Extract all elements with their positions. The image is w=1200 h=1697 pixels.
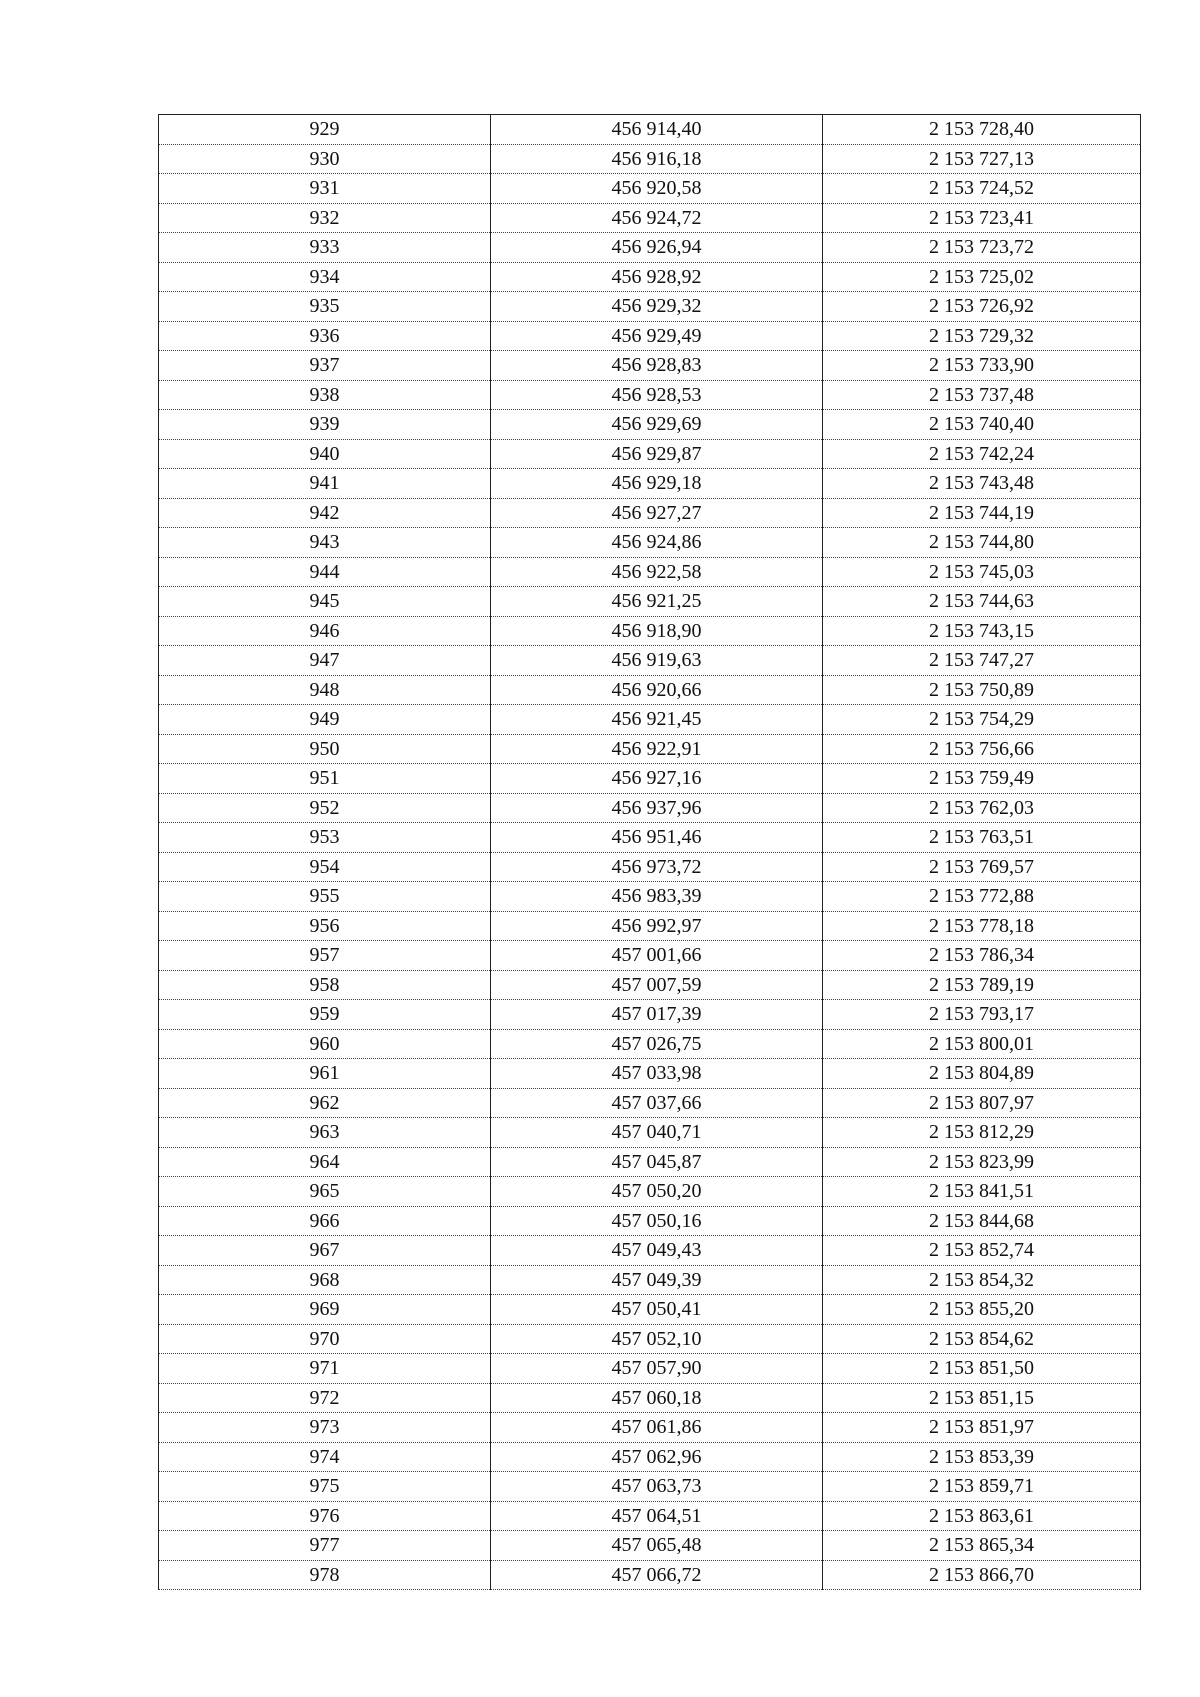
point-number-cell: 959 [159, 1000, 491, 1030]
y-coordinate-cell: 2 153 851,15 [823, 1383, 1141, 1413]
y-coordinate-cell: 2 153 863,61 [823, 1501, 1141, 1531]
point-number-cell: 939 [159, 410, 491, 440]
y-coordinate-cell: 2 153 854,32 [823, 1265, 1141, 1295]
y-coordinate-cell: 2 153 865,34 [823, 1531, 1141, 1561]
point-number-cell: 972 [159, 1383, 491, 1413]
point-number-cell: 952 [159, 793, 491, 823]
table-row [159, 1501, 1141, 1531]
table-row [159, 410, 1141, 440]
table-row [159, 734, 1141, 764]
y-coordinate-cell: 2 153 740,40 [823, 410, 1141, 440]
x-coordinate-cell: 456 929,49 [491, 321, 823, 351]
table-row [159, 1177, 1141, 1207]
y-coordinate-cell: 2 153 844,68 [823, 1206, 1141, 1236]
table-row [159, 1265, 1141, 1295]
x-coordinate-cell: 456 928,92 [491, 262, 823, 292]
point-number-cell: 966 [159, 1206, 491, 1236]
point-number-cell: 949 [159, 705, 491, 735]
x-coordinate-cell: 457 060,18 [491, 1383, 823, 1413]
table-row [159, 852, 1141, 882]
point-number-cell: 973 [159, 1413, 491, 1443]
y-coordinate-cell: 2 153 726,92 [823, 292, 1141, 322]
y-coordinate-cell: 2 153 841,51 [823, 1177, 1141, 1207]
y-coordinate-cell: 2 153 789,19 [823, 970, 1141, 1000]
table-row [159, 203, 1141, 233]
y-coordinate-cell: 2 153 851,50 [823, 1354, 1141, 1384]
table-row [159, 469, 1141, 499]
table-row [159, 1413, 1141, 1443]
point-number-cell: 962 [159, 1088, 491, 1118]
point-number-cell: 929 [159, 115, 491, 145]
x-coordinate-cell: 457 064,51 [491, 1501, 823, 1531]
x-coordinate-cell: 456 992,97 [491, 911, 823, 941]
y-coordinate-cell: 2 153 723,72 [823, 233, 1141, 263]
table-row [159, 262, 1141, 292]
point-number-cell: 944 [159, 557, 491, 587]
point-number-cell: 967 [159, 1236, 491, 1266]
y-coordinate-cell: 2 153 723,41 [823, 203, 1141, 233]
table-row [159, 1029, 1141, 1059]
point-number-cell: 940 [159, 439, 491, 469]
x-coordinate-cell: 457 050,41 [491, 1295, 823, 1325]
point-number-cell: 978 [159, 1560, 491, 1590]
y-coordinate-cell: 2 153 728,40 [823, 115, 1141, 145]
point-number-cell: 975 [159, 1472, 491, 1502]
y-coordinate-cell: 2 153 733,90 [823, 351, 1141, 381]
y-coordinate-cell: 2 153 747,27 [823, 646, 1141, 676]
x-coordinate-cell: 457 033,98 [491, 1059, 823, 1089]
point-number-cell: 960 [159, 1029, 491, 1059]
x-coordinate-cell: 457 040,71 [491, 1118, 823, 1148]
x-coordinate-cell: 457 001,66 [491, 941, 823, 971]
y-coordinate-cell: 2 153 744,80 [823, 528, 1141, 558]
point-number-cell: 951 [159, 764, 491, 794]
y-coordinate-cell: 2 153 762,03 [823, 793, 1141, 823]
y-coordinate-cell: 2 153 853,39 [823, 1442, 1141, 1472]
point-number-cell: 936 [159, 321, 491, 351]
y-coordinate-cell: 2 153 725,02 [823, 262, 1141, 292]
x-coordinate-cell: 456 921,45 [491, 705, 823, 735]
x-coordinate-cell: 457 050,16 [491, 1206, 823, 1236]
table-row [159, 675, 1141, 705]
point-number-cell: 963 [159, 1118, 491, 1148]
x-coordinate-cell: 456 928,83 [491, 351, 823, 381]
coordinates-table [158, 114, 1141, 1590]
table-row [159, 823, 1141, 853]
y-coordinate-cell: 2 153 744,63 [823, 587, 1141, 617]
x-coordinate-cell: 457 052,10 [491, 1324, 823, 1354]
point-number-cell: 946 [159, 616, 491, 646]
table-row [159, 941, 1141, 971]
table-row [159, 1295, 1141, 1325]
y-coordinate-cell: 2 153 724,52 [823, 174, 1141, 204]
x-coordinate-cell: 456 916,18 [491, 144, 823, 174]
table-row [159, 970, 1141, 1000]
table-row [159, 292, 1141, 322]
point-number-cell: 953 [159, 823, 491, 853]
point-number-cell: 974 [159, 1442, 491, 1472]
point-number-cell: 977 [159, 1531, 491, 1561]
x-coordinate-cell: 456 929,18 [491, 469, 823, 499]
y-coordinate-cell: 2 153 737,48 [823, 380, 1141, 410]
point-number-cell: 937 [159, 351, 491, 381]
y-coordinate-cell: 2 153 727,13 [823, 144, 1141, 174]
x-coordinate-cell: 457 037,66 [491, 1088, 823, 1118]
table-row [159, 1147, 1141, 1177]
point-number-cell: 935 [159, 292, 491, 322]
point-number-cell: 957 [159, 941, 491, 971]
x-coordinate-cell: 456 914,40 [491, 115, 823, 145]
y-coordinate-cell: 2 153 855,20 [823, 1295, 1141, 1325]
point-number-cell: 964 [159, 1147, 491, 1177]
y-coordinate-cell: 2 153 786,34 [823, 941, 1141, 971]
x-coordinate-cell: 457 066,72 [491, 1560, 823, 1590]
x-coordinate-cell: 456 973,72 [491, 852, 823, 882]
x-coordinate-cell: 456 926,94 [491, 233, 823, 263]
x-coordinate-cell: 457 026,75 [491, 1029, 823, 1059]
y-coordinate-cell: 2 153 743,48 [823, 469, 1141, 499]
x-coordinate-cell: 456 924,72 [491, 203, 823, 233]
table-row [159, 1531, 1141, 1561]
point-number-cell: 931 [159, 174, 491, 204]
table-row [159, 174, 1141, 204]
x-coordinate-cell: 456 983,39 [491, 882, 823, 912]
x-coordinate-cell: 456 920,58 [491, 174, 823, 204]
y-coordinate-cell: 2 153 745,03 [823, 557, 1141, 587]
table-row [159, 144, 1141, 174]
x-coordinate-cell: 457 049,39 [491, 1265, 823, 1295]
table-row [159, 1206, 1141, 1236]
point-number-cell: 932 [159, 203, 491, 233]
x-coordinate-cell: 456 921,25 [491, 587, 823, 617]
table-row [159, 1383, 1141, 1413]
table-row [159, 1442, 1141, 1472]
x-coordinate-cell: 457 061,86 [491, 1413, 823, 1443]
x-coordinate-cell: 456 929,87 [491, 439, 823, 469]
table-row [159, 380, 1141, 410]
point-number-cell: 947 [159, 646, 491, 676]
point-number-cell: 954 [159, 852, 491, 882]
table-row [159, 1118, 1141, 1148]
x-coordinate-cell: 457 007,59 [491, 970, 823, 1000]
y-coordinate-cell: 2 153 823,99 [823, 1147, 1141, 1177]
x-coordinate-cell: 456 928,53 [491, 380, 823, 410]
x-coordinate-cell: 457 049,43 [491, 1236, 823, 1266]
point-number-cell: 943 [159, 528, 491, 558]
y-coordinate-cell: 2 153 807,97 [823, 1088, 1141, 1118]
y-coordinate-cell: 2 153 729,32 [823, 321, 1141, 351]
point-number-cell: 958 [159, 970, 491, 1000]
table-row [159, 233, 1141, 263]
table-row [159, 911, 1141, 941]
y-coordinate-cell: 2 153 763,51 [823, 823, 1141, 853]
x-coordinate-cell: 456 924,86 [491, 528, 823, 558]
x-coordinate-cell: 456 929,69 [491, 410, 823, 440]
table-row [159, 1000, 1141, 1030]
point-number-cell: 941 [159, 469, 491, 499]
y-coordinate-cell: 2 153 800,01 [823, 1029, 1141, 1059]
table-row [159, 587, 1141, 617]
x-coordinate-cell: 457 045,87 [491, 1147, 823, 1177]
table-row [159, 793, 1141, 823]
y-coordinate-cell: 2 153 756,66 [823, 734, 1141, 764]
table-row [159, 616, 1141, 646]
table-row [159, 557, 1141, 587]
x-coordinate-cell: 456 922,58 [491, 557, 823, 587]
point-number-cell: 933 [159, 233, 491, 263]
y-coordinate-cell: 2 153 851,97 [823, 1413, 1141, 1443]
table-row [159, 1354, 1141, 1384]
x-coordinate-cell: 457 062,96 [491, 1442, 823, 1472]
x-coordinate-cell: 456 922,91 [491, 734, 823, 764]
point-number-cell: 950 [159, 734, 491, 764]
point-number-cell: 969 [159, 1295, 491, 1325]
y-coordinate-cell: 2 153 769,57 [823, 852, 1141, 882]
point-number-cell: 938 [159, 380, 491, 410]
table-row [159, 351, 1141, 381]
x-coordinate-cell: 456 919,63 [491, 646, 823, 676]
table-row [159, 1088, 1141, 1118]
table-row [159, 528, 1141, 558]
x-coordinate-cell: 457 057,90 [491, 1354, 823, 1384]
table-row [159, 882, 1141, 912]
x-coordinate-cell: 457 065,48 [491, 1531, 823, 1561]
x-coordinate-cell: 456 918,90 [491, 616, 823, 646]
point-number-cell: 976 [159, 1501, 491, 1531]
table-row [159, 1324, 1141, 1354]
point-number-cell: 934 [159, 262, 491, 292]
table-row [159, 1560, 1141, 1590]
point-number-cell: 956 [159, 911, 491, 941]
y-coordinate-cell: 2 153 778,18 [823, 911, 1141, 941]
point-number-cell: 961 [159, 1059, 491, 1089]
x-coordinate-cell: 457 017,39 [491, 1000, 823, 1030]
table-row [159, 705, 1141, 735]
table-row [159, 764, 1141, 794]
x-coordinate-cell: 457 050,20 [491, 1177, 823, 1207]
point-number-cell: 971 [159, 1354, 491, 1384]
y-coordinate-cell: 2 153 744,19 [823, 498, 1141, 528]
x-coordinate-cell: 457 063,73 [491, 1472, 823, 1502]
x-coordinate-cell: 456 920,66 [491, 675, 823, 705]
point-number-cell: 930 [159, 144, 491, 174]
x-coordinate-cell: 456 951,46 [491, 823, 823, 853]
x-coordinate-cell: 456 937,96 [491, 793, 823, 823]
y-coordinate-cell: 2 153 852,74 [823, 1236, 1141, 1266]
coordinates-table-body [159, 115, 1141, 1590]
y-coordinate-cell: 2 153 866,70 [823, 1560, 1141, 1590]
y-coordinate-cell: 2 153 742,24 [823, 439, 1141, 469]
table-row [159, 1059, 1141, 1089]
point-number-cell: 955 [159, 882, 491, 912]
y-coordinate-cell: 2 153 859,71 [823, 1472, 1141, 1502]
y-coordinate-cell: 2 153 772,88 [823, 882, 1141, 912]
table-row [159, 498, 1141, 528]
y-coordinate-cell: 2 153 812,29 [823, 1118, 1141, 1148]
table-row [159, 1236, 1141, 1266]
x-coordinate-cell: 456 927,27 [491, 498, 823, 528]
table-row [159, 115, 1141, 145]
point-number-cell: 970 [159, 1324, 491, 1354]
table-row [159, 321, 1141, 351]
point-number-cell: 942 [159, 498, 491, 528]
table-row [159, 439, 1141, 469]
point-number-cell: 945 [159, 587, 491, 617]
y-coordinate-cell: 2 153 750,89 [823, 675, 1141, 705]
table-row [159, 646, 1141, 676]
point-number-cell: 968 [159, 1265, 491, 1295]
x-coordinate-cell: 456 929,32 [491, 292, 823, 322]
point-number-cell: 965 [159, 1177, 491, 1207]
y-coordinate-cell: 2 153 793,17 [823, 1000, 1141, 1030]
y-coordinate-cell: 2 153 754,29 [823, 705, 1141, 735]
y-coordinate-cell: 2 153 743,15 [823, 616, 1141, 646]
y-coordinate-cell: 2 153 759,49 [823, 764, 1141, 794]
y-coordinate-cell: 2 153 854,62 [823, 1324, 1141, 1354]
table-row [159, 1472, 1141, 1502]
x-coordinate-cell: 456 927,16 [491, 764, 823, 794]
y-coordinate-cell: 2 153 804,89 [823, 1059, 1141, 1089]
point-number-cell: 948 [159, 675, 491, 705]
